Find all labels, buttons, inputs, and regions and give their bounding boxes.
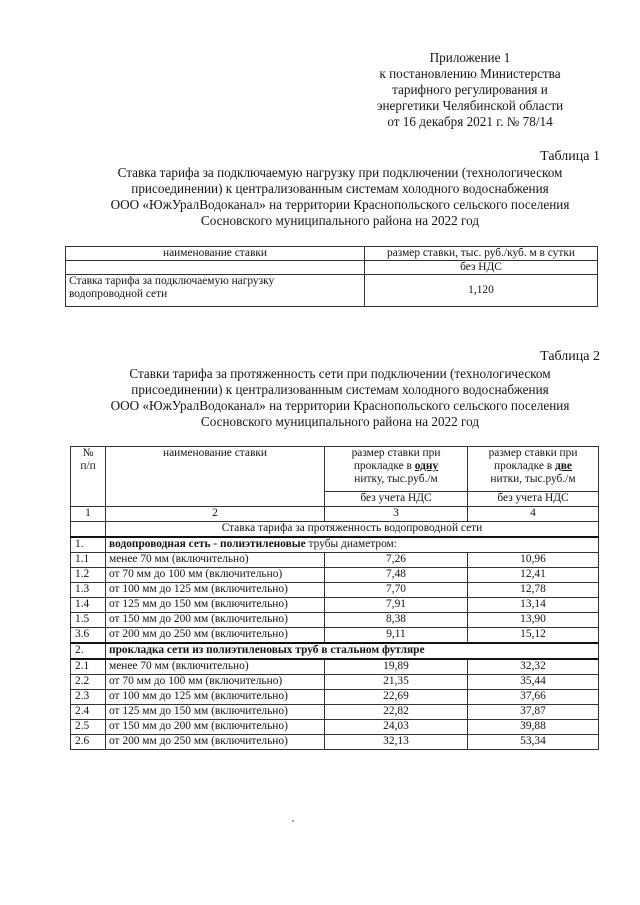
row-two: 32,32 bbox=[468, 659, 599, 675]
row-name: от 100 мм до 125 мм (включительно) bbox=[106, 583, 325, 598]
table2-header-one-line: размер ставки при bbox=[351, 447, 441, 459]
row-two: 13,90 bbox=[468, 613, 599, 628]
row-name: от 125 мм до 150 мм (включительно) bbox=[106, 598, 325, 613]
table2-header-no-line: п/п bbox=[80, 460, 96, 472]
row-one: 22,82 bbox=[325, 705, 468, 720]
row-two: 12,78 bbox=[468, 583, 599, 598]
row-num: 1.1 bbox=[71, 553, 106, 568]
section-title bbox=[106, 537, 599, 553]
row-one: 7,26 bbox=[325, 553, 468, 568]
row-two: 39,88 bbox=[468, 720, 599, 735]
table1-title-line: присоединении) к централизованным системам холодного водоснабжения bbox=[131, 181, 549, 196]
row-num: 2.3 bbox=[71, 690, 106, 705]
table1-row-name-line2: водопроводной сети bbox=[69, 288, 168, 300]
table2-colnum: 2 bbox=[106, 507, 325, 522]
table2-header-one-emph: одну bbox=[414, 460, 439, 472]
appendix-header bbox=[350, 50, 590, 130]
row-one: 24,03 bbox=[325, 720, 468, 735]
row-num: 2.1 bbox=[71, 659, 106, 675]
table2-colnum: 3 bbox=[325, 507, 468, 522]
row-num: 1.5 bbox=[71, 613, 106, 628]
table1-header-name: наименование ставки bbox=[66, 247, 365, 261]
row-name: от 150 мм до 200 мм (включительно) bbox=[106, 720, 325, 735]
table2-header-vat: без учета НДС bbox=[325, 492, 468, 507]
row-two: 37,87 bbox=[468, 705, 599, 720]
section-title bbox=[106, 643, 599, 659]
section-title-bold: водопроводная сеть - полиэтиленовые bbox=[109, 538, 306, 550]
row-name: от 100 мм до 125 мм (включительно) bbox=[106, 690, 325, 705]
table2-header-name: наименование ставки bbox=[106, 447, 325, 507]
row-name: менее 70 мм (включительно) bbox=[106, 553, 325, 568]
row-num: 2.2 bbox=[71, 675, 106, 690]
table1-title-line: ООО «ЮжУралВодоканал» на территории Краснопольского сельского поселения bbox=[110, 197, 570, 212]
row-num: 1.2 bbox=[71, 568, 106, 583]
row-two: 35,44 bbox=[468, 675, 599, 690]
scan-speck bbox=[292, 820, 294, 822]
row-one: 8,38 bbox=[325, 613, 468, 628]
table1-row-value: 1,120 bbox=[365, 275, 598, 307]
row-two: 15,12 bbox=[468, 628, 599, 644]
row-two: 37,66 bbox=[468, 690, 599, 705]
table2-header-one bbox=[325, 447, 468, 492]
section-title-bold: прокладка сети из полиэтиленовых труб в стальном футляре bbox=[109, 644, 425, 656]
table2-colnum: 4 bbox=[468, 507, 599, 522]
table2-title-line: присоединении) к централизованным системам холодного водоснабжения bbox=[131, 382, 549, 397]
row-name: от 200 мм до 250 мм (включительно) bbox=[106, 628, 325, 644]
row-name: от 150 мм до 200 мм (включительно) bbox=[106, 613, 325, 628]
table2-header-two-line: размер ставки при bbox=[488, 447, 578, 459]
row-two: 10,96 bbox=[468, 553, 599, 568]
appendix-line: от 16 декабря 2021 г. № 78/14 bbox=[387, 114, 553, 129]
table1-row-name-line1: Ставка тарифа за подключаемую нагрузку bbox=[69, 275, 275, 287]
table2-header-one-line bbox=[328, 460, 464, 473]
table2-header-two-line: нитки, тыс.руб./м bbox=[490, 473, 576, 485]
table2-label: Таблица 2 bbox=[540, 349, 600, 364]
table2-header-no bbox=[71, 447, 106, 507]
section-title-rest: трубы диаметром: bbox=[305, 538, 397, 550]
row-one: 19,89 bbox=[325, 659, 468, 675]
table2-header-one-line: нитку, тыс.руб./м bbox=[354, 473, 438, 485]
table1-row-name bbox=[66, 275, 365, 307]
row-name: от 70 мм до 100 мм (включительно) bbox=[106, 568, 325, 583]
row-one: 7,70 bbox=[325, 583, 468, 598]
row-one: 7,48 bbox=[325, 568, 468, 583]
row-two: 53,34 bbox=[468, 735, 599, 750]
table2-header-two-emph: две bbox=[554, 460, 572, 472]
table1-title bbox=[70, 165, 610, 229]
table2-header-two bbox=[468, 447, 599, 492]
appendix-line: к постановлению Министерства bbox=[379, 66, 561, 81]
row-num: 2.6 bbox=[71, 735, 106, 750]
table1-title-line: Ставка тарифа за подключаемую нагрузку при подключении (технологическом bbox=[117, 165, 563, 180]
row-name: от 125 мм до 150 мм (включительно) bbox=[106, 705, 325, 720]
section-num: 2. bbox=[71, 643, 106, 659]
table1-header-empty bbox=[66, 261, 365, 275]
table1-label: Таблица 1 bbox=[540, 149, 600, 164]
appendix-line: Приложение 1 bbox=[429, 50, 511, 65]
table2-header-two-line bbox=[471, 460, 595, 473]
table2-title-line: ООО «ЮжУралВодоканал» на территории Краснопольского сельского поселения bbox=[110, 398, 570, 413]
row-num: 2.5 bbox=[71, 720, 106, 735]
table1-title-line: Сосновского муниципального района на 2022 год bbox=[200, 213, 480, 228]
table2-title-line: Ставки тарифа за протяженность сети при подключении (технологическом bbox=[129, 366, 551, 381]
table2-group-title: Ставка тарифа за протяженность водопроводной сети bbox=[106, 522, 599, 538]
row-one: 9,11 bbox=[325, 628, 468, 644]
row-name: от 70 мм до 100 мм (включительно) bbox=[106, 675, 325, 690]
table2-group-empty bbox=[71, 522, 106, 538]
appendix-line: тарифного регулирования и bbox=[392, 82, 548, 97]
row-two: 13,14 bbox=[468, 598, 599, 613]
row-num: 1.3 bbox=[71, 583, 106, 598]
section-num: 1. bbox=[71, 537, 106, 553]
table2-colnum: 1 bbox=[71, 507, 106, 522]
row-name: от 200 мм до 250 мм (включительно) bbox=[106, 735, 325, 750]
table1 bbox=[65, 246, 598, 307]
row-name: менее 70 мм (включительно) bbox=[106, 659, 325, 675]
row-one: 7,91 bbox=[325, 598, 468, 613]
row-num: 3.6 bbox=[71, 628, 106, 644]
table2-header-two-text: прокладке в bbox=[494, 460, 553, 472]
row-one: 22,69 bbox=[325, 690, 468, 705]
row-one: 21,35 bbox=[325, 675, 468, 690]
table2-title bbox=[70, 366, 610, 430]
table2-header-vat: без учета НДС bbox=[468, 492, 599, 507]
row-num: 1.4 bbox=[71, 598, 106, 613]
row-one: 32,13 bbox=[325, 735, 468, 750]
table1-header-rate: размер ставки, тыс. руб./куб. м в сутки bbox=[365, 247, 598, 261]
table1-header-vat: без НДС bbox=[365, 261, 598, 275]
table2-header-one-text: прокладке в bbox=[353, 460, 412, 472]
appendix-line: энергетики Челябинской области bbox=[376, 98, 564, 113]
row-num: 2.4 bbox=[71, 705, 106, 720]
row-two: 12,41 bbox=[468, 568, 599, 583]
table2 bbox=[70, 446, 599, 750]
table2-title-line: Сосновского муниципального района на 2022 год bbox=[200, 414, 480, 429]
table2-header-no-line: № bbox=[82, 447, 94, 459]
